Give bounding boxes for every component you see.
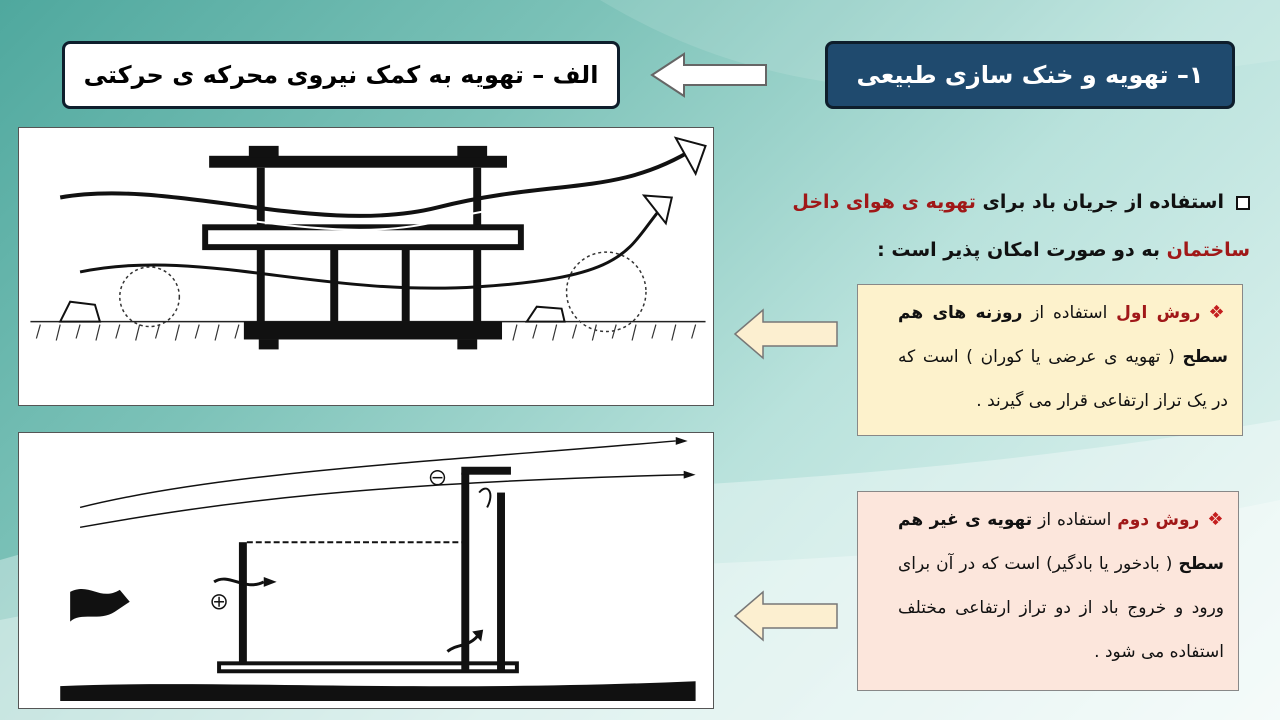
checkbox-bullet-icon [1236,196,1250,210]
method-one-label: روش اول [1116,303,1201,323]
intro-paragraph [770,178,1250,274]
method-two-text2: ( بادخور یا بادگیر) است که در آن برای ورود و خروج باد از دو تراز ارتفاعی مختلف استفاده می شود . [898,554,1224,662]
diamond-bullet-icon: ❖ [1207,509,1225,530]
method-two-bold: تهویه ی غیر هم سطح [898,510,1224,574]
method-one-bold: روزنه های هم سطح [898,303,1228,367]
method-two-text1: استفاده از [1032,510,1118,530]
slide-title-text: ۱– تهویه و خنک سازی طبیعی [856,61,1204,89]
section-subtitle [62,41,620,109]
diagram-stack-ventilation [18,432,714,709]
slide-title [825,41,1235,109]
left-arrow-icon [733,308,839,360]
method-one-box [857,284,1243,436]
intro-text-part1: استفاده از جریان باد برای [975,191,1224,213]
method-one-text2: ( تهویه ی عرضی یا کوران ) است که در یک تراز ارتفاعی قرار می گیرند . [898,347,1228,411]
diamond-bullet-icon: ❖ [1208,302,1229,323]
section-subtitle-text: الف – تهویه به کمک نیروی محرکه ی حرکتی [83,61,599,89]
left-arrow-icon [650,52,770,98]
method-one-text1: استفاده از [1022,303,1117,323]
intro-text-part2: به دو صورت امکان پذیر است : [877,239,1167,261]
intro-highlight: تهویه ی هوای داخل ساختمان [792,191,1250,261]
method-two-label: روش دوم [1117,510,1200,530]
left-arrow-icon [733,590,839,642]
diagram-cross-ventilation [18,127,714,406]
method-two-box [857,491,1239,691]
